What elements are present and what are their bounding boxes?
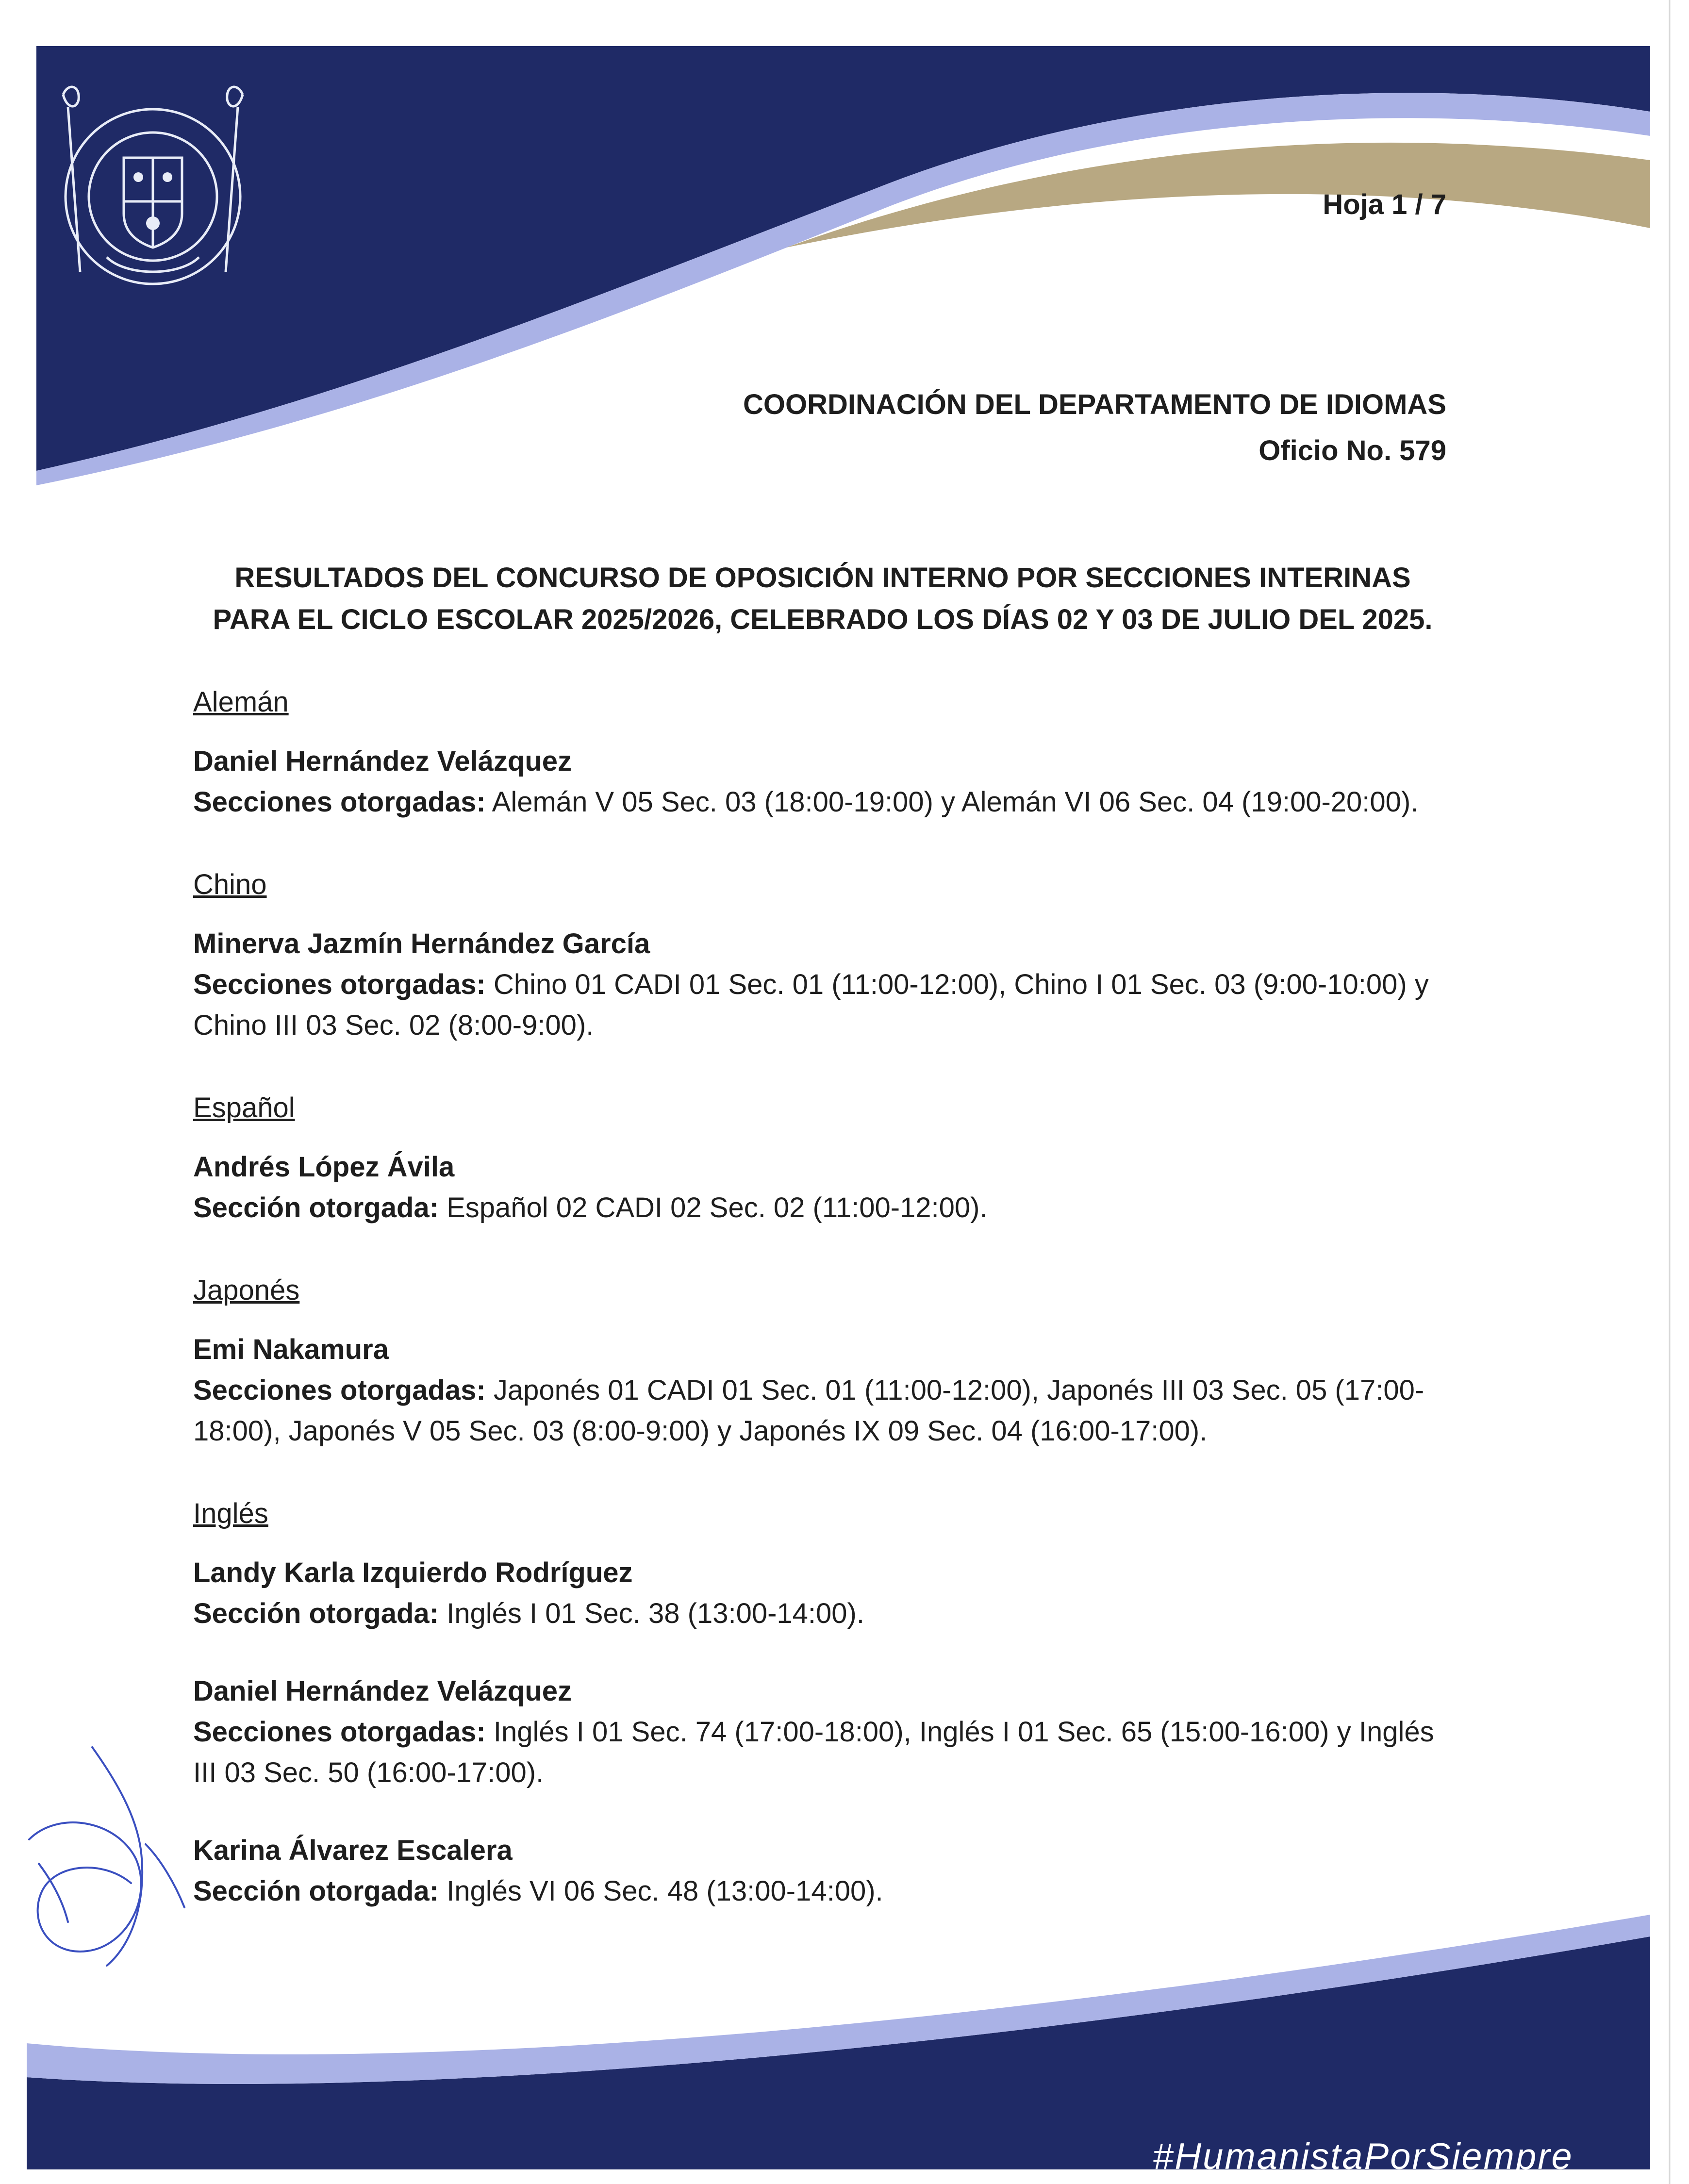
sections-detail: Japonés 01 CADI 01 Sec. 01 (11:00-12:00), Japonés III 03 Sec. 05 (17:00-18:00), Japonés V 05 Sec. 03 (8:00-9:00) y Japonés IX 09 Sec. 04 (16:00-17:00). [193,1374,1424,1447]
sections-awarded [193,964,1455,1046]
university-seal-logo [34,73,272,306]
sections-detail: Español 02 CADI 02 Sec. 02 (11:00-12:00). [438,1192,988,1224]
candidate-name: Minerva Jazmín Hernández García [193,928,650,960]
candidate-entry [193,1671,1455,1793]
sections-label: Sección otorgada: [193,1192,439,1224]
sections-label: Sección otorgada: [193,1598,439,1629]
sections-awarded [193,782,1455,823]
results-body [193,682,1455,1953]
sections-label: Secciones otorgadas: [193,1716,486,1748]
oficio-number: Oficio No. 579 [1258,435,1446,466]
section-japones [193,1270,1455,1452]
sections-detail: Inglés I 01 Sec. 38 (13:00-14:00). [438,1598,864,1629]
sections-detail: Inglés I 01 Sec. 74 (17:00-18:00), Inglés I 01 Sec. 65 (15:00-16:00) y Inglés III 03 Sec. 50 (16:00-17:00). [193,1716,1434,1788]
language-heading: Alemán [193,686,289,718]
candidate-name: Andrés López Ávila [193,1151,455,1183]
candidate-name: Karina Álvarez Escalera [193,1835,513,1866]
sections-label: Secciones otorgadas: [193,786,486,818]
language-heading: Español [193,1092,295,1124]
candidate-name: Emi Nakamura [193,1334,389,1365]
candidate-entry [193,1147,1455,1228]
sections-detail: Inglés VI 06 Sec. 48 (13:00-14:00). [438,1875,883,1907]
section-espanol [193,1088,1455,1228]
document-title [194,557,1451,641]
language-heading: Inglés [193,1498,268,1529]
candidate-name: Landy Karla Izquierdo Rodríguez [193,1557,633,1588]
section-chino [193,864,1455,1046]
candidate-entry [193,741,1455,823]
sections-detail: Chino 01 CADI 01 Sec. 01 (11:00-12:00), Chino I 01 Sec. 03 (9:00-10:00) y Chino III 03 Sec. 02 (8:00-9:00). [193,969,1429,1041]
section-ingles [193,1493,1455,1912]
handwritten-signature [19,1737,194,1990]
sections-awarded [193,1712,1455,1793]
sections-awarded [193,1188,1455,1228]
section-aleman [193,682,1455,823]
department-name: COORDINACIÓN DEL DEPARTAMENTO DE IDIOMAS [743,389,1446,420]
candidate-entry [193,1329,1455,1452]
sections-awarded [193,1370,1455,1452]
title-line-2: PARA EL CICLO ESCOLAR 2025/2026, CELEBRADO LOS DÍAS 02 Y 03 DE JULIO DEL 2025. [213,604,1433,635]
sections-awarded [193,1593,1455,1634]
page-indicator: Hoja 1 / 7 [1323,189,1446,220]
title-line-1: RESULTADOS DEL CONCURSO DE OPOSICIÓN INTERNO POR SECCIONES INTERINAS [234,562,1411,594]
language-heading: Chino [193,869,267,900]
sections-detail: Alemán V 05 Sec. 03 (18:00-19:00) y Alemán VI 06 Sec. 04 (19:00-20:00). [485,786,1419,818]
candidate-name: Daniel Hernández Velázquez [193,1675,572,1707]
sections-label: Sección otorgada: [193,1875,439,1907]
candidate-entry [193,1553,1455,1634]
footer-hashtag: #HumanistaPorSiempre [1153,2136,1573,2177]
sections-awarded [193,1871,1455,1912]
candidate-name: Daniel Hernández Velázquez [193,745,572,777]
candidate-entry [193,924,1455,1046]
sections-label: Secciones otorgadas: [193,1374,486,1406]
sections-label: Secciones otorgadas: [193,969,486,1000]
candidate-entry [193,1830,1455,1912]
language-heading: Japonés [193,1274,300,1306]
